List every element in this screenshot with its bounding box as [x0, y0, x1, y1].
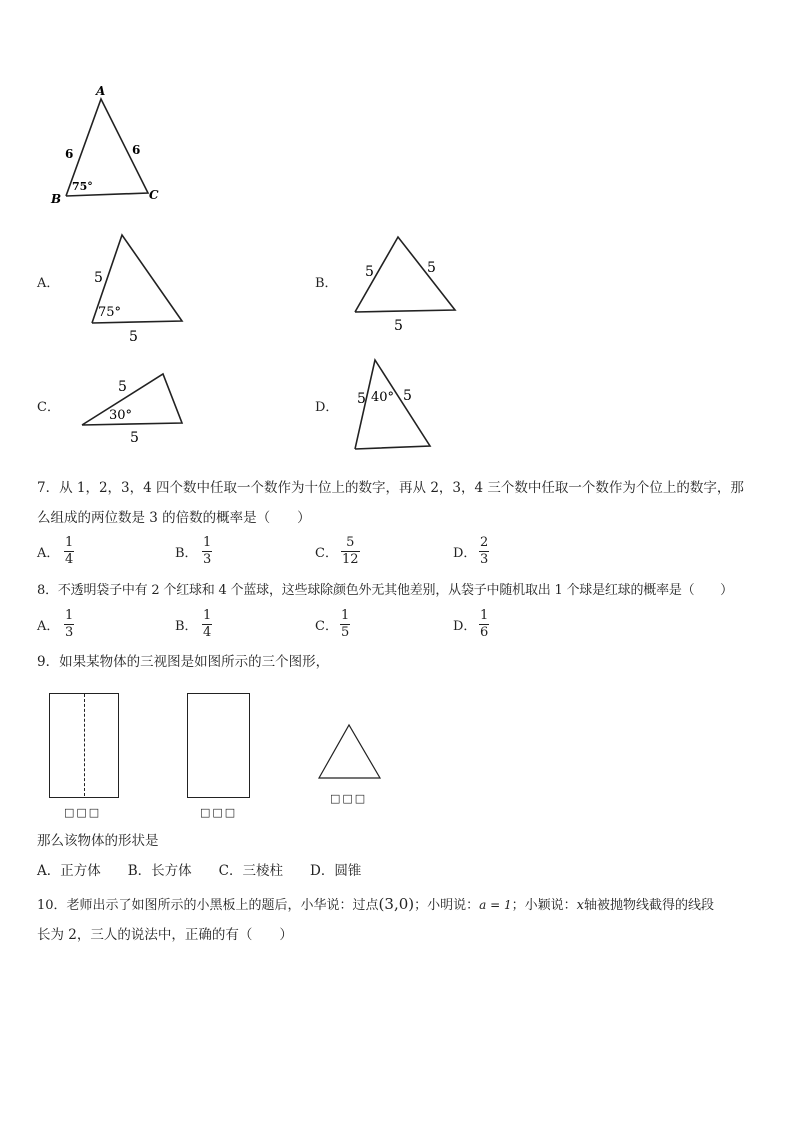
q6-option-c-figure — [76, 368, 188, 448]
denominator: 6 — [480, 625, 489, 640]
q6-option-c-side1: 5 — [118, 379, 127, 395]
q10-text-part4: 轴被抛物线截得的线段 — [583, 898, 714, 913]
top-view-caption: □□□ — [330, 792, 368, 805]
vertex-a-label: A — [96, 84, 106, 98]
q10-point: (3,0) — [378, 895, 415, 913]
front-view-dashed-line — [84, 694, 85, 796]
denominator: 12 — [342, 552, 359, 567]
q7-option-b-letter[interactable]: B． — [175, 546, 198, 561]
q6-option-d-letter[interactable]: D． — [315, 400, 339, 415]
numerator: 5 — [346, 535, 355, 550]
angle-b-label: 75° — [72, 180, 93, 193]
q8-text: 8．不透明袋子中有 2 个红球和 4 个蓝球，这些球除颜色外无其他差别，从袋子中随机取出 1 个球是红球的概率是（ ） — [37, 583, 733, 598]
q9-text: 9．如果某物体的三视图是如图所示的三个图形， — [37, 654, 330, 670]
numerator: 1 — [341, 608, 350, 623]
q10-text-line2: 长为 2，三人的说法中，正确的有（ ） — [37, 927, 293, 943]
numerator: 1 — [203, 535, 212, 550]
q10-text-part3: ；小颖说： — [511, 898, 577, 913]
q6-option-c-angle: 30° — [109, 408, 133, 423]
q6-option-a-side1: 5 — [94, 270, 103, 286]
q6-option-a-side2: 5 — [129, 329, 138, 345]
q8-option-b-letter[interactable]: B． — [175, 619, 198, 634]
q8-option-b-fraction — [202, 609, 212, 640]
q7-option-d-letter[interactable]: D． — [453, 546, 477, 561]
q6-option-c-side2: 5 — [130, 430, 139, 446]
q7-option-c-fraction — [341, 536, 360, 567]
denominator: 4 — [65, 552, 74, 567]
q10-text-part2: ；小明说： — [414, 898, 480, 913]
side-view-caption: □□□ — [200, 806, 238, 819]
q6-option-b-side1: 5 — [365, 264, 374, 280]
side-view-rectangle — [187, 693, 250, 798]
numerator: 2 — [480, 535, 489, 550]
q6-option-d-side2: 5 — [403, 388, 412, 404]
denominator: 3 — [480, 552, 489, 567]
denominator: 3 — [65, 625, 74, 640]
q6-option-d-figure — [345, 355, 440, 455]
q10-equation: a = 1 — [479, 898, 512, 912]
side-ab-label: 6 — [65, 147, 74, 161]
q7-text-line1: 7．从 1，2，3，4 四个数中任取一个数作为十位上的数字，再从 2，3，4 三个数中任取一个数作为个位上的数字，那 — [37, 480, 744, 496]
q7-option-b-fraction — [202, 536, 212, 567]
reference-triangle-figure — [48, 82, 168, 207]
q10-text-line1 — [37, 894, 714, 916]
q7-option-a-fraction — [64, 536, 74, 567]
q6-option-a-angle: 75° — [98, 305, 122, 320]
numerator: 1 — [65, 608, 74, 623]
q8-option-c-fraction — [340, 609, 350, 640]
top-view-triangle-figure — [315, 722, 385, 782]
q8-option-d-letter[interactable]: D． — [453, 619, 477, 634]
front-view-caption: □□□ — [64, 806, 102, 819]
q10-text-part1: 10．老师出示了如图所示的小黑板上的题后，小华说：过点 — [37, 898, 379, 913]
q6-option-c-letter[interactable]: C． — [37, 400, 60, 415]
q6-option-a-letter[interactable]: A． — [37, 276, 60, 291]
q8-option-a-fraction — [64, 609, 74, 640]
q6-option-b-side3: 5 — [394, 318, 403, 334]
denominator: 4 — [203, 625, 212, 640]
q8-option-a-letter[interactable]: A． — [37, 619, 60, 634]
side-ac-label: 6 — [132, 143, 141, 157]
q6-option-d-side1: 5 — [357, 391, 366, 407]
q9-question: 那么该物体的形状是 — [37, 833, 159, 849]
q8-option-c-letter[interactable]: C． — [315, 619, 338, 634]
denominator: 3 — [203, 552, 212, 567]
q7-text-line2: 么组成的两位数是 3 的倍数的概率是（ ） — [37, 510, 311, 526]
q6-option-d-angle: 40° — [371, 390, 395, 405]
numerator: 1 — [480, 608, 489, 623]
q7-option-c-letter[interactable]: C． — [315, 546, 338, 561]
q7-option-a-letter[interactable]: A． — [37, 546, 60, 561]
q10-x-variable: x — [576, 898, 584, 913]
vertex-c-label: C — [149, 188, 159, 202]
q6-option-a-figure — [85, 228, 195, 346]
top-view-triangle — [319, 725, 380, 778]
numerator: 1 — [203, 608, 212, 623]
vertex-b-label: B — [51, 192, 62, 206]
numerator: 1 — [65, 535, 74, 550]
denominator: 5 — [341, 625, 350, 640]
q6-option-b-letter[interactable]: B． — [315, 276, 338, 291]
q8-option-d-fraction — [479, 609, 489, 640]
q7-option-d-fraction — [479, 536, 489, 567]
q9-options[interactable]: A．正方体 B．长方体 C．三棱柱 D．圆锥 — [37, 863, 362, 879]
q6-option-b-figure — [348, 230, 463, 335]
q6-option-b-side2: 5 — [427, 260, 436, 276]
